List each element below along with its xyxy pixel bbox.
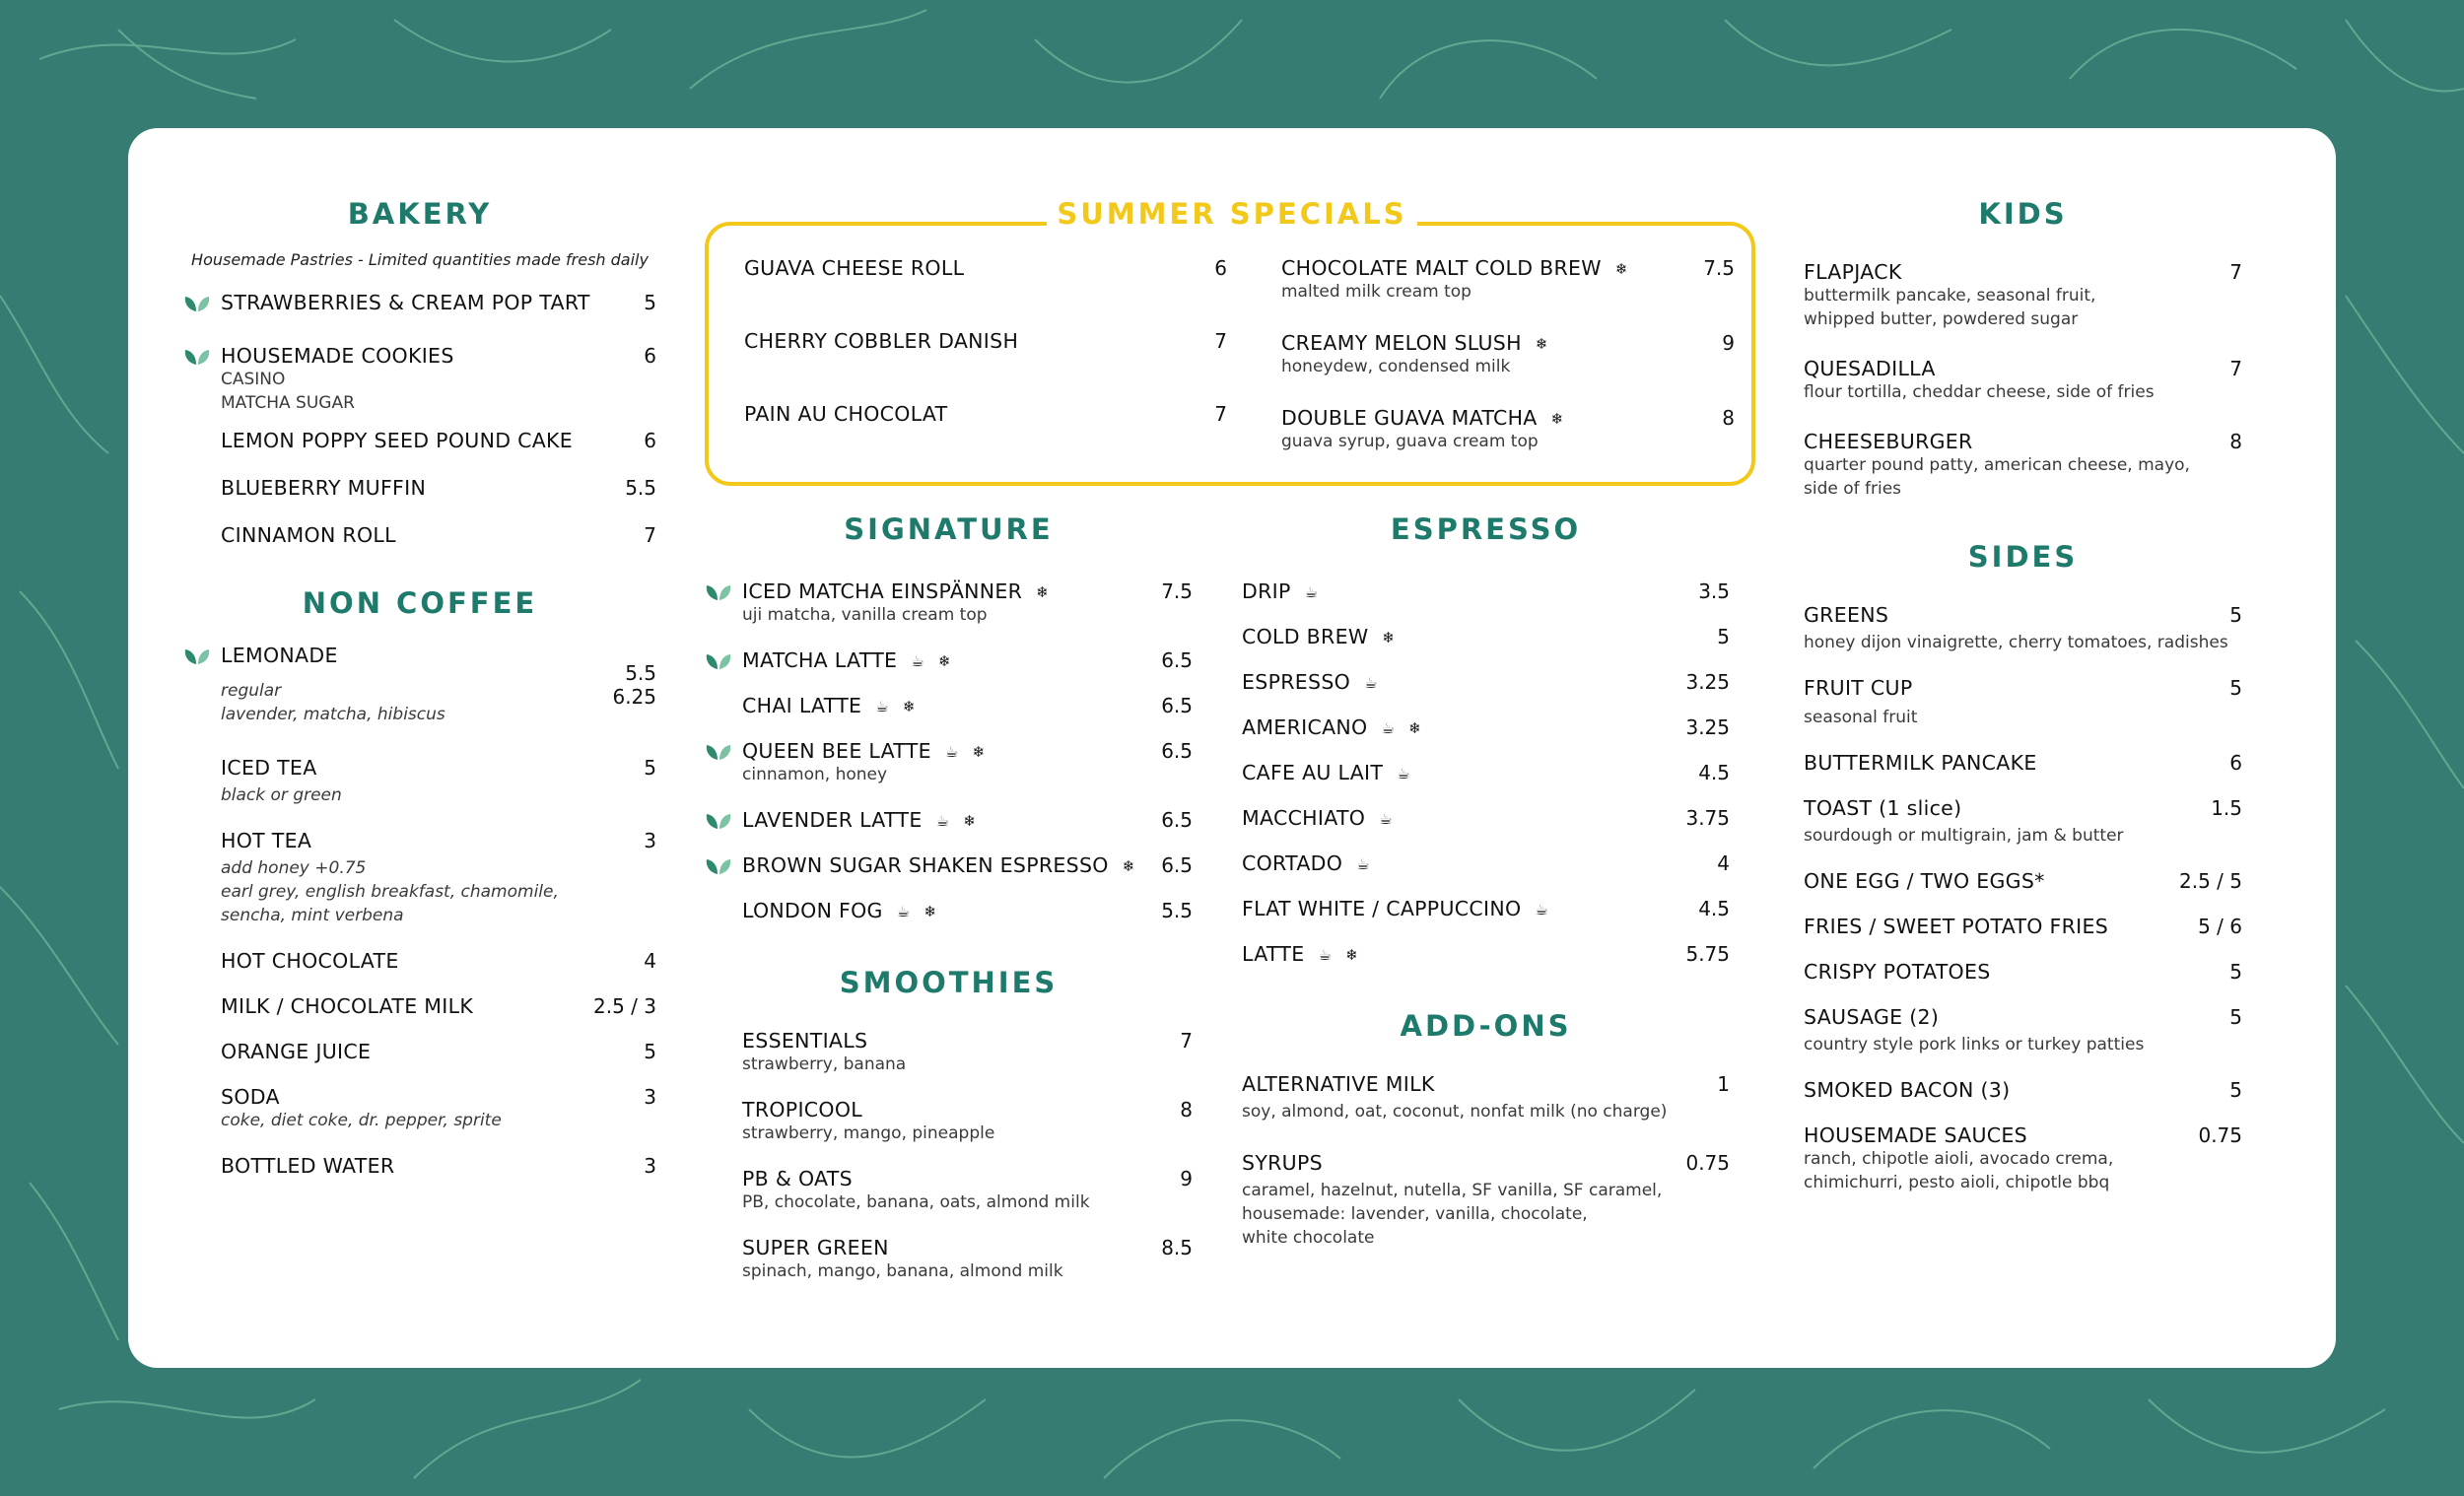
item-price: 2.5 / 3 [593, 994, 656, 1018]
item-description: strawberry, mango, pineapple [742, 1123, 995, 1143]
iced-snowflake-icon: ❄ [1382, 629, 1396, 646]
bakery-item [183, 476, 656, 500]
item-description: earl grey, english breakfast, chamomile, [221, 882, 559, 902]
espresso-item [1242, 897, 1730, 920]
item-price: 8.5 [1161, 1236, 1193, 1259]
item-name: CHAI LATTE [742, 694, 862, 717]
column-espresso [1242, 512, 1730, 1250]
item-name: CORTADO [1242, 851, 1343, 875]
sides-item [1804, 603, 2242, 654]
item-description: white chocolate [1242, 1228, 1375, 1248]
non-coffee-title: NON COFFEE [302, 586, 538, 620]
item-price: 6.5 [1161, 808, 1193, 832]
item-price: 1.5 [2211, 796, 2242, 820]
espresso-item [1242, 761, 1730, 784]
item-name: HOUSEMADE COOKIES [221, 344, 454, 368]
hot-cup-icon: ☕ [1356, 855, 1370, 873]
item-price: 6.5 [1161, 694, 1193, 717]
iced-snowflake-icon: ❄ [972, 743, 986, 761]
item-name: ESSENTIALS [742, 1029, 868, 1053]
espresso-item [1242, 670, 1730, 694]
non-coffee-item [183, 829, 656, 927]
non-coffee-item [183, 949, 656, 973]
item-price: 5 / 6 [2198, 915, 2242, 938]
item-price: 2.5 / 5 [2179, 869, 2242, 893]
non-coffee-item [183, 994, 656, 1018]
column-bakery [183, 197, 656, 1178]
item-price: 5 [644, 1040, 656, 1063]
signature-item [705, 808, 1193, 832]
item-name: STRAWBERRIES & CREAM POP TART [221, 291, 590, 314]
item-name: ICED MATCHA EINSPÄNNER [742, 579, 1023, 603]
item-description: side of fries [1804, 479, 1902, 499]
smoothie-item [705, 1098, 1193, 1145]
item-price: 5.5 [625, 476, 656, 500]
item-name: CHERRY COBBLER DANISH [744, 329, 1019, 353]
item-price: 4 [1717, 851, 1730, 875]
item-name: COLD BREW [1242, 625, 1369, 648]
bakery-item [183, 344, 656, 415]
item-name: BOTTLED WATER [221, 1154, 395, 1178]
smoothie-item [705, 1029, 1193, 1076]
leaf-icon [183, 295, 211, 312]
signature-title: SIGNATURE [844, 512, 1054, 546]
item-price: 4.5 [1698, 897, 1730, 920]
iced-snowflake-icon: ❄ [1614, 260, 1628, 278]
item-price: 3.25 [1685, 670, 1730, 694]
hot-cup-icon: ☕ [1397, 765, 1410, 782]
item-name: TOAST (1 slice) [1804, 796, 1962, 820]
item-description: housemade: lavender, vanilla, chocolate, [1242, 1204, 1588, 1224]
item-price: 7.5 [1161, 579, 1193, 603]
item-price: 0.75 [1685, 1151, 1730, 1175]
iced-snowflake-icon: ❄ [963, 812, 977, 830]
summer-right-item [1281, 256, 1735, 304]
smoothie-item [705, 1236, 1193, 1283]
item-price: 5 [2229, 1005, 2242, 1029]
item-description: PB, chocolate, banana, oats, almond milk [742, 1192, 1090, 1212]
summer-specials-title: SUMMER SPECIALS [705, 197, 1759, 231]
espresso-title: ESPRESSO [1390, 512, 1582, 546]
item-name: CREAMY MELON SLUSH [1281, 331, 1522, 355]
item-price: 5 [2229, 603, 2242, 627]
item-description: add honey +0.75 [221, 858, 367, 878]
iced-snowflake-icon: ❄ [924, 903, 937, 920]
item-description: guava syrup, guava cream top [1281, 432, 1539, 451]
espresso-item [1242, 806, 1730, 830]
sides-item [1804, 869, 2242, 893]
item-price: 1 [1717, 1072, 1730, 1096]
item-price: 6.5 [1161, 853, 1193, 877]
item-name: HOT TEA [221, 829, 312, 852]
column-kids [1804, 197, 2242, 1194]
item-price: 3 [644, 1154, 656, 1178]
item-name: ALTERNATIVE MILK [1242, 1072, 1435, 1096]
item-name: DRIP [1242, 579, 1291, 603]
item-name: SUPER GREEN [742, 1236, 889, 1259]
item-description: spinach, mango, banana, almond milk [742, 1261, 1063, 1281]
item-description: quarter pound patty, american cheese, mayo, [1804, 455, 2190, 475]
item-description: honeydew, condensed milk [1281, 357, 1511, 376]
item-name: LONDON FOG [742, 899, 883, 922]
item-price: 3 [644, 1085, 656, 1109]
item-name: LATTE [1242, 942, 1305, 966]
item-price: 7 [1214, 329, 1227, 353]
item-price: 8 [1180, 1098, 1193, 1122]
item-price: 5.5 [1161, 899, 1193, 922]
item-price: 6 [2229, 751, 2242, 775]
item-price: 9 [1722, 331, 1735, 355]
hot-cup-icon: ☕ [1364, 674, 1378, 692]
addons-title: ADD-ONS [1400, 1009, 1572, 1043]
leaf-icon [705, 652, 732, 670]
item-price: 6 [644, 429, 656, 452]
summer-left-item [744, 256, 1227, 280]
sides-item [1804, 1123, 2242, 1194]
kids-item [1804, 430, 2242, 501]
iced-snowflake-icon: ❄ [1036, 583, 1050, 601]
bakery-item [183, 523, 656, 547]
signature-item [705, 739, 1193, 786]
item-description: malted milk cream top [1281, 282, 1472, 302]
item-price: 6.5 [1161, 648, 1193, 672]
item-description: cinnamon, honey [742, 765, 888, 784]
hot-cup-icon: ☕ [1381, 719, 1396, 737]
item-name: SODA [221, 1085, 280, 1109]
signature-item [705, 648, 1193, 672]
item-name: CHOCOLATE MALT COLD BREW [1281, 256, 1602, 280]
iced-snowflake-icon: ❄ [1345, 946, 1359, 964]
item-name: MATCHA LATTE [742, 648, 898, 672]
non-coffee-item [183, 1085, 656, 1132]
item-price: 5 [2229, 960, 2242, 984]
item-price: 4 [644, 949, 656, 973]
summer-right-item [1281, 331, 1735, 378]
item-description: caramel, hazelnut, nutella, SF vanilla, SF caramel, [1242, 1181, 1663, 1200]
item-name: MILK / CHOCOLATE MILK [221, 994, 474, 1018]
leaf-icon [183, 647, 211, 665]
hot-cup-icon: ☕ [1535, 901, 1549, 918]
item-description: buttermilk pancake, seasonal fruit, [1804, 286, 2096, 306]
sides-item [1804, 960, 2242, 984]
item-name: HOT CHOCOLATE [221, 949, 399, 973]
item-price: 7.5 [1703, 256, 1735, 280]
iced-snowflake-icon: ❄ [1550, 410, 1564, 428]
item-name: CRISPY POTATOES [1804, 960, 1991, 984]
iced-snowflake-icon: ❄ [1408, 719, 1422, 737]
signature-item [705, 579, 1193, 627]
item-name: LEMONADE [221, 644, 338, 667]
item-name: BLUEBERRY MUFFIN [221, 476, 427, 500]
item-price: 8 [1722, 406, 1735, 430]
item-name: GREENS [1804, 603, 1889, 627]
non-coffee-item [183, 756, 656, 807]
item-name: CAFE AU LAIT [1242, 761, 1384, 784]
item-price: 7 [1214, 402, 1227, 426]
bakery-item [183, 429, 656, 452]
bakery-title: BAKERY [347, 197, 493, 231]
item-name: QUESADILLA [1804, 357, 1936, 380]
leaf-icon [705, 743, 732, 761]
non-coffee-item [183, 1154, 656, 1178]
leaf-icon [705, 857, 732, 875]
item-price: 6 [644, 344, 656, 368]
sides-item [1804, 915, 2242, 938]
item-name: QUEEN BEE LATTE [742, 739, 931, 763]
sides-item [1804, 751, 2242, 775]
item-name: HOUSEMADE SAUCES [1804, 1123, 2027, 1147]
sides-title: SIDES [1967, 540, 2079, 574]
item-price: 3.5 [1698, 579, 1730, 603]
item-description: country style pork links or turkey patties [1804, 1035, 2145, 1054]
item-price-alt: 6.25 [612, 685, 656, 709]
item-name: ESPRESSO [1242, 670, 1351, 694]
kids-item [1804, 357, 2242, 404]
hot-cup-icon: ☕ [1379, 810, 1393, 828]
smoothies-title: SMOOTHIES [839, 966, 1059, 999]
item-name: CHEESEBURGER [1804, 430, 1973, 453]
espresso-item [1242, 942, 1730, 966]
item-price: 6.5 [1161, 739, 1193, 763]
iced-snowflake-icon: ❄ [1122, 857, 1135, 875]
item-price: 5 [644, 756, 656, 780]
item-description: ranch, chipotle aioli, avocado crema, [1804, 1149, 2114, 1169]
signature-item [705, 853, 1193, 877]
item-name: DOUBLE GUAVA MATCHA [1281, 406, 1538, 430]
espresso-item [1242, 579, 1730, 603]
addon-item [1242, 1151, 1730, 1250]
item-name: FLAPJACK [1804, 260, 1902, 284]
hot-cup-icon: ☕ [1304, 583, 1319, 601]
hot-cup-icon: ☕ [944, 743, 959, 761]
item-name: SAUSAGE (2) [1804, 1005, 1940, 1029]
addon-item [1242, 1072, 1730, 1123]
column-signature [705, 512, 1193, 1283]
item-description: regular [221, 681, 282, 701]
item-price: 5 [2229, 676, 2242, 700]
item-name: TROPICOOL [742, 1098, 863, 1122]
signature-item [705, 899, 1193, 922]
summer-right-item [1281, 406, 1735, 453]
item-price: 5.75 [1685, 942, 1730, 966]
item-name: SYRUPS [1242, 1151, 1323, 1175]
iced-snowflake-icon: ❄ [938, 652, 951, 670]
iced-snowflake-icon: ❄ [1535, 335, 1548, 353]
iced-snowflake-icon: ❄ [903, 698, 916, 715]
hot-cup-icon: ☕ [935, 812, 950, 830]
non-coffee-item [183, 644, 656, 726]
bakery-subtitle: Housemade Pastries - Limited quantities made fresh daily [191, 250, 649, 269]
item-price: 5 [1717, 625, 1730, 648]
item-name: FRIES / SWEET POTATO FRIES [1804, 915, 2109, 938]
item-price: 7 [2229, 357, 2242, 380]
item-name: AMERICANO [1242, 715, 1368, 739]
item-description: sourdough or multigrain, jam & butter [1804, 826, 2124, 846]
item-description: soy, almond, oat, coconut, nonfat milk (no charge) [1242, 1102, 1668, 1122]
item-name: FRUIT CUP [1804, 676, 1913, 700]
item-description: CASINO [221, 370, 286, 389]
item-name: BROWN SUGAR SHAKEN ESPRESSO [742, 853, 1109, 877]
espresso-item [1242, 851, 1730, 875]
item-description: lavender, matcha, hibiscus [221, 705, 445, 724]
leaf-icon [705, 583, 732, 601]
item-price: 7 [1180, 1029, 1193, 1053]
sides-item [1804, 676, 2242, 729]
item-description: black or green [221, 785, 342, 805]
item-price: 5 [644, 291, 656, 314]
non-coffee-item [183, 1040, 656, 1063]
item-description: MATCHA SUGAR [221, 393, 355, 413]
item-price: 6 [1214, 256, 1227, 280]
sides-item [1804, 796, 2242, 848]
item-name: FLAT WHITE / CAPPUCCINO [1242, 897, 1522, 920]
hot-cup-icon: ☕ [875, 698, 890, 715]
item-name: MACCHIATO [1242, 806, 1366, 830]
item-price: 3.75 [1685, 806, 1730, 830]
item-price: 4.5 [1698, 761, 1730, 784]
item-price: 5 [2229, 1078, 2242, 1102]
item-price: 5.5 [625, 661, 656, 685]
smoothie-item [705, 1167, 1193, 1214]
sides-item [1804, 1005, 2242, 1056]
item-price: 0.75 [2198, 1123, 2242, 1147]
espresso-item [1242, 715, 1730, 739]
item-price: 8 [2229, 430, 2242, 453]
bakery-item [183, 291, 656, 314]
item-name: ONE EGG / TWO EGGS* [1804, 869, 2045, 893]
item-description: whipped butter, powdered sugar [1804, 309, 2079, 329]
item-name: ICED TEA [221, 756, 317, 780]
item-name: LEMON POPPY SEED POUND CAKE [221, 429, 574, 452]
hot-cup-icon: ☕ [911, 652, 925, 670]
hot-cup-icon: ☕ [1318, 946, 1333, 964]
item-description: sencha, mint verbena [221, 906, 404, 925]
item-description: seasonal fruit [1804, 708, 1918, 727]
leaf-icon [183, 348, 211, 366]
item-description: flour tortilla, cheddar cheese, side of fries [1804, 382, 2155, 402]
item-description: coke, diet coke, dr. pepper, sprite [221, 1111, 502, 1130]
item-price: 9 [1180, 1167, 1193, 1190]
item-name: SMOKED BACON (3) [1804, 1078, 2011, 1102]
espresso-item [1242, 625, 1730, 648]
summer-left-item [744, 402, 1227, 426]
item-description: honey dijon vinaigrette, cherry tomatoes, radishes [1804, 633, 2228, 652]
item-name: CINNAMON ROLL [221, 523, 396, 547]
item-price: 7 [644, 523, 656, 547]
item-description: chimichurri, pesto aioli, chipotle bbq [1804, 1173, 2110, 1192]
leaf-icon [705, 812, 732, 830]
item-name: ORANGE JUICE [221, 1040, 372, 1063]
signature-item [705, 694, 1193, 717]
summer-left-item [744, 329, 1227, 353]
item-name: PAIN AU CHOCOLAT [744, 402, 948, 426]
item-description: strawberry, banana [742, 1054, 907, 1074]
item-price: 7 [2229, 260, 2242, 284]
item-description: uji matcha, vanilla cream top [742, 605, 988, 625]
item-name: PB & OATS [742, 1167, 853, 1190]
item-price: 3 [644, 829, 656, 852]
item-price: 3.25 [1685, 715, 1730, 739]
kids-title: KIDS [1978, 197, 2068, 231]
item-name: LAVENDER LATTE [742, 808, 923, 832]
hot-cup-icon: ☕ [896, 903, 911, 920]
sides-item [1804, 1078, 2242, 1102]
kids-item [1804, 260, 2242, 331]
item-name: BUTTERMILK PANCAKE [1804, 751, 2037, 775]
item-name: GUAVA CHEESE ROLL [744, 256, 965, 280]
